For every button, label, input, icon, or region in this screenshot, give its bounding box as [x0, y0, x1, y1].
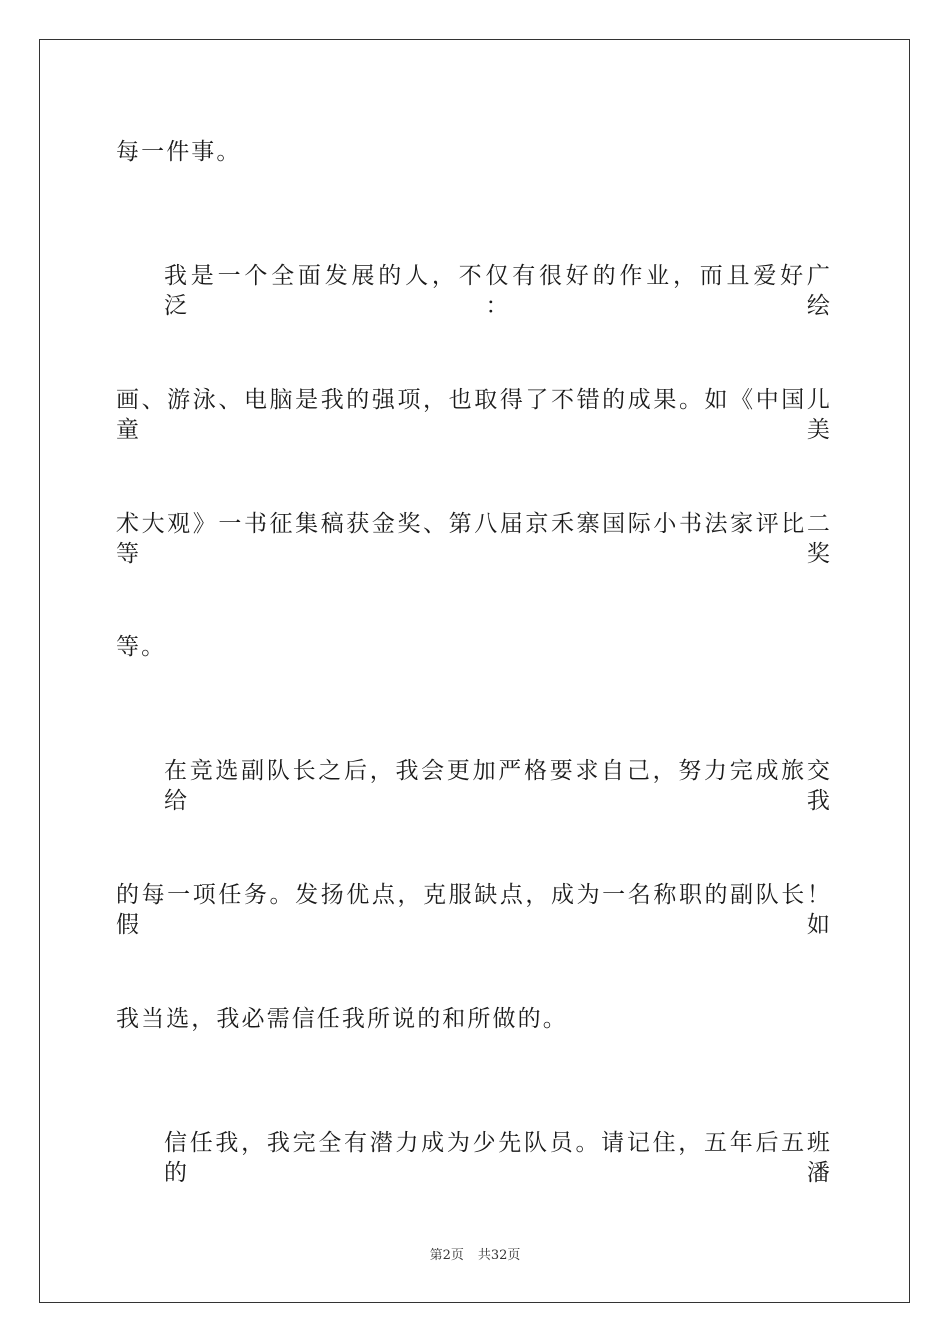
page-footer — [0, 1247, 950, 1265]
page-frame — [39, 39, 910, 1303]
text-line: 我是一个全面发展的人，不仅有很好的作业，而且爱好广泛：绘 — [164, 263, 832, 319]
text-line: 术大观》一书征集稿获金奖、第八届京禾寨国际小书法家评比二等奖 — [116, 511, 832, 567]
text-line: 的每一项任务。发扬优点，克服缺点，成为一名称职的副队长！假如 — [116, 882, 832, 938]
text-line: 画、游泳、电脑是我的强项，也取得了不错的成果。如《中国儿童美 — [116, 387, 832, 443]
text-line: 信任我，我完全有潜力成为少先队员。请记住，五年后五班的潘 — [164, 1130, 832, 1186]
text-line: 我当选，我必需信任我所说的和所做的。 — [116, 1006, 568, 1032]
text-line: 每一件事。 — [116, 139, 242, 165]
text-line: 在竞选副队长之后，我会更加严格要求自己，努力完成旅交给我 — [164, 758, 832, 814]
page-total: 共32页 — [477, 1248, 521, 1263]
page-number: 第2页 — [429, 1248, 464, 1263]
text-line: 等。 — [116, 634, 167, 660]
